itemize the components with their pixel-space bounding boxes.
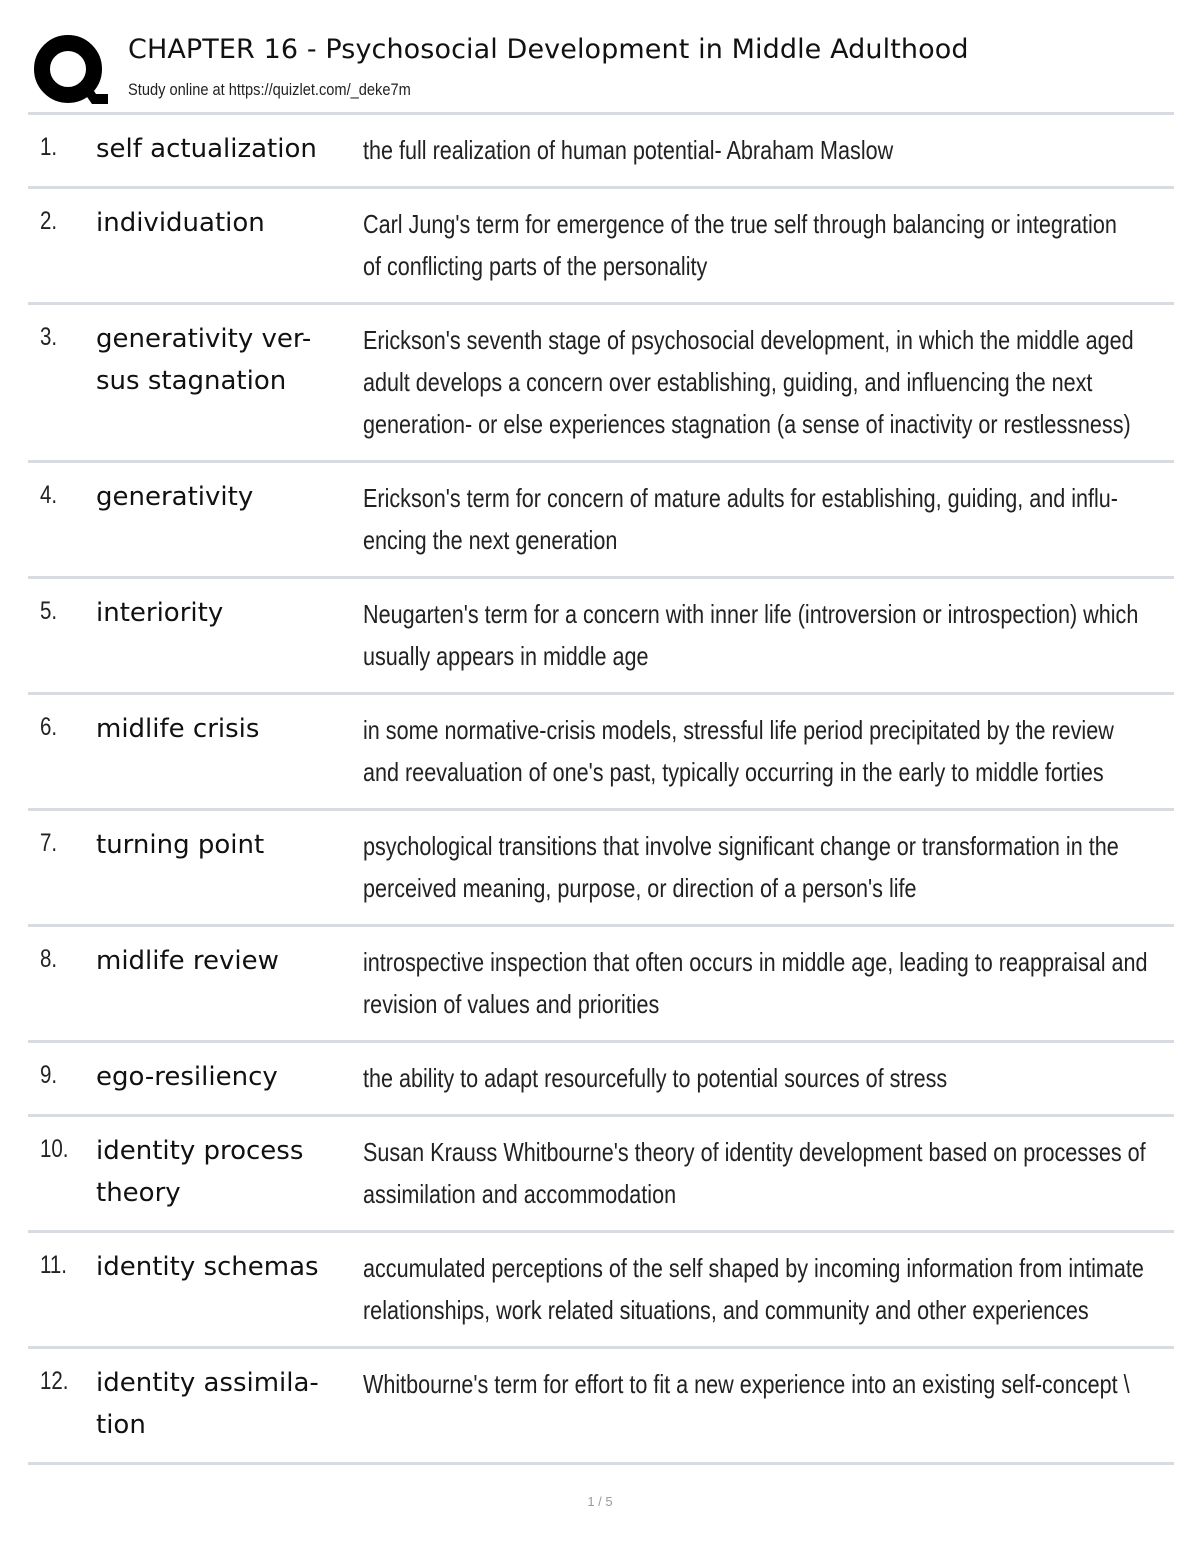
- term-word: [96, 128, 351, 170]
- term-word: [96, 1056, 351, 1098]
- term-line: tion: [96, 1410, 146, 1440]
- term-number: 12.: [40, 1367, 69, 1395]
- term-definition: [363, 203, 1152, 287]
- term-number: 7.: [40, 829, 58, 857]
- term-word: [96, 708, 351, 750]
- term-row: [28, 811, 1174, 927]
- definition-line: Neugarten's term for a concern with inner life (introversion or introspection) which: [363, 599, 1139, 629]
- definition-line: assimilation and accommodation: [363, 1179, 677, 1209]
- term-line: generativity: [96, 482, 254, 512]
- definition-line: in some normative-crisis models, stressful life period precipitated by the review: [363, 715, 1114, 745]
- term-line: generativity ver-: [96, 324, 312, 354]
- quizlet-q-logo-icon: [32, 32, 108, 108]
- term-definition: [363, 593, 1152, 677]
- term-list: [28, 112, 1174, 1465]
- study-online-link[interactable]: Study online at https://quizlet.com/_deke7m: [128, 80, 411, 99]
- term-word: [96, 940, 351, 982]
- term-definition: [363, 1057, 1152, 1099]
- term-row: [28, 1043, 1174, 1117]
- page-title: CHAPTER 16 - Psychosocial Development in Middle Adulthood: [128, 34, 969, 65]
- term-line: midlife crisis: [96, 714, 260, 744]
- term-line: turning point: [96, 830, 265, 860]
- term-row: [28, 189, 1174, 305]
- term-row: [28, 463, 1174, 579]
- term-line: identity process: [96, 1136, 304, 1166]
- term-line: theory: [96, 1178, 181, 1208]
- term-word: [96, 1246, 351, 1288]
- term-definition: [363, 709, 1152, 793]
- definition-line: Erickson's seventh stage of psychosocial development, in which the middle aged: [363, 325, 1134, 355]
- term-line: interiority: [96, 598, 224, 628]
- term-definition: [363, 129, 1152, 171]
- term-definition: [363, 825, 1152, 909]
- definition-line: of conflicting parts of the personality: [363, 251, 708, 281]
- term-word: [96, 1362, 351, 1446]
- term-definition: [363, 1363, 1152, 1405]
- term-number: 9.: [40, 1061, 58, 1089]
- definition-line: psychological transitions that involve significant change or transformation in the: [363, 831, 1119, 861]
- definition-line: accumulated perceptions of the self shaped by incoming information from intimate: [363, 1253, 1144, 1283]
- term-word: [96, 592, 351, 634]
- definition-line: revision of values and priorities: [363, 989, 660, 1019]
- term-row: [28, 115, 1174, 189]
- definition-line: perceived meaning, purpose, or direction of a person's life: [363, 873, 917, 903]
- term-definition: [363, 941, 1152, 1025]
- term-word: [96, 476, 351, 518]
- term-row: [28, 695, 1174, 811]
- definition-line: generation- or else experiences stagnation (a sense of inactivity or restlessness): [363, 409, 1131, 439]
- term-number: 2.: [40, 207, 58, 235]
- term-number: 8.: [40, 945, 58, 973]
- term-word: [96, 1130, 351, 1214]
- term-definition: [363, 319, 1152, 445]
- term-word: [96, 202, 351, 244]
- term-definition: [363, 1247, 1152, 1331]
- term-definition: [363, 477, 1152, 561]
- definition-line: usually appears in middle age: [363, 641, 649, 671]
- definition-line: the ability to adapt resourcefully to potential sources of stress: [363, 1063, 948, 1093]
- term-number: 1.: [40, 133, 58, 161]
- definition-line: and reevaluation of one's past, typically occurring in the early to middle forties: [363, 757, 1104, 787]
- term-line: individuation: [96, 208, 265, 238]
- term-line: midlife review: [96, 946, 279, 976]
- term-row: [28, 1117, 1174, 1233]
- definition-line: Erickson's term for concern of mature adults for establishing, guiding, and influ-: [363, 483, 1119, 513]
- term-line: identity schemas: [96, 1252, 319, 1282]
- term-number: 10.: [40, 1135, 69, 1163]
- term-number: 6.: [40, 713, 58, 741]
- definition-line: Whitbourne's term for effort to fit a new experience into an existing self-concept \: [363, 1369, 1130, 1399]
- term-line: sus stagnation: [96, 366, 287, 396]
- definition-line: relationships, work related situations, and community and other experiences: [363, 1295, 1089, 1325]
- definition-line: Susan Krauss Whitbourne's theory of identity development based on processes of: [363, 1137, 1146, 1167]
- term-number: 11.: [40, 1251, 67, 1279]
- definition-line: the full realization of human potential- Abraham Maslow: [363, 135, 894, 165]
- term-number: 4.: [40, 481, 58, 509]
- term-definition: [363, 1131, 1152, 1215]
- term-line: ego-resiliency: [96, 1062, 278, 1092]
- definition-line: Carl Jung's term for emergence of the true self through balancing or integration: [363, 209, 1117, 239]
- term-row: [28, 1349, 1174, 1465]
- term-word: [96, 318, 351, 402]
- term-word: [96, 824, 351, 866]
- term-row: [28, 1233, 1174, 1349]
- term-row: [28, 927, 1174, 1043]
- definition-line: introspective inspection that often occurs in middle age, leading to reappraisal and: [363, 947, 1148, 977]
- term-number: 3.: [40, 323, 58, 351]
- term-line: self actualization: [96, 134, 317, 164]
- page-header: [28, 28, 1178, 112]
- term-line: identity assimila-: [96, 1368, 319, 1398]
- term-row: [28, 579, 1174, 695]
- definition-line: adult develops a concern over establishing, guiding, and influencing the next: [363, 367, 1093, 397]
- definition-line: encing the next generation: [363, 525, 618, 555]
- term-row: [28, 305, 1174, 463]
- page-indicator: 1 / 5: [587, 1494, 613, 1509]
- term-number: 5.: [40, 597, 58, 625]
